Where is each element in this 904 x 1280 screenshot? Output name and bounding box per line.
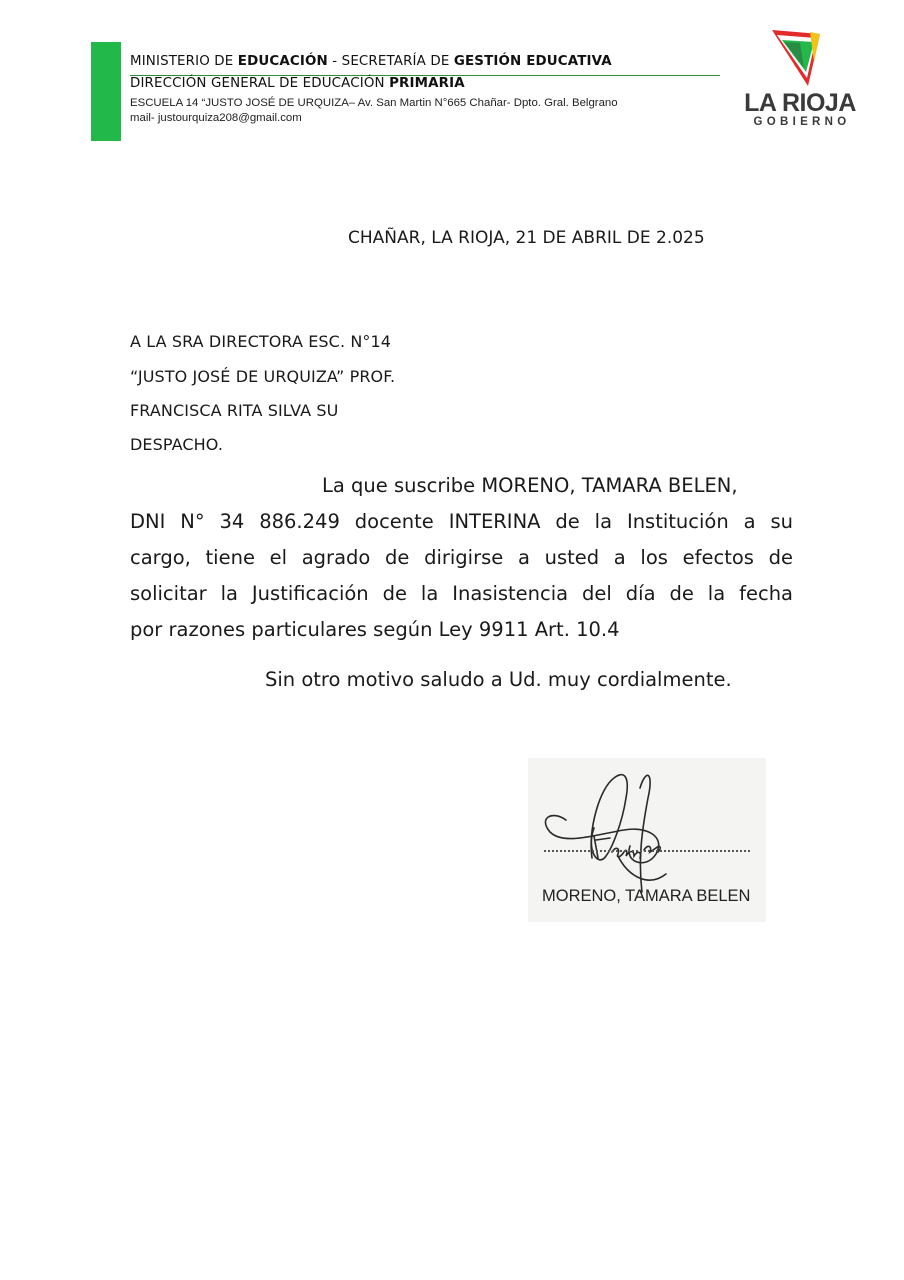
addressee-line: DESPACHO. [130,435,224,454]
letterhead-email: mail- justourquiza208@gmail.com [130,112,302,124]
logo-name: LA RIOJA [744,89,856,117]
signature-block [528,758,766,922]
signatory-name: MORENO, TAMARA BELEN [542,887,751,905]
letter-date: CHAÑAR, LA RIOJA, 21 DE ABRIL DE 2.025 [348,228,705,248]
letterhead-school-address: ESCUELA 14 “JUSTO JOSÉ DE URQUIZA– Av. San Martin N°665 Chañar- Dpto. Gral. Belgrano [130,97,618,109]
body-line: solicitar la Justificación de la Inasistencia del día de la fecha [130,582,793,605]
letterhead-accent-bar [91,42,121,141]
body-line: cargo, tiene el agrado de dirigirse a usted a los efectos de [130,546,793,569]
logo-subtitle: GOBIERNO [753,116,851,128]
letterhead-direction: DIRECCIÓN GENERAL DE EDUCACIÓN PRIMARIA [130,76,465,91]
addressee-line: FRANCISCA RITA SILVA SU [130,401,339,420]
la-rioja-emblem-icon [770,28,822,88]
addressee-line: A LA SRA DIRECTORA ESC. N°14 [130,332,392,351]
letterhead-ministry: MINISTERIO DE EDUCACIÓN - SECRETARÍA DE GESTIÓN EDUCATIVA [130,54,612,69]
body-line: DNI N° 34 886.249 docente INTERINA de la Institución a su [130,510,793,533]
closing-line: Sin otro motivo saludo a Ud. muy cordialmente. [265,668,732,691]
body-line: La que suscribe MORENO, TAMARA BELEN, [322,474,738,497]
addressee-line: “JUSTO JOSÉ DE URQUIZA” PROF. [130,367,396,386]
la-rioja-logo [736,28,866,132]
body-line: por razones particulares según Ley 9911 Art. 10.4 [130,618,620,641]
signature-dotted-line [544,850,750,852]
